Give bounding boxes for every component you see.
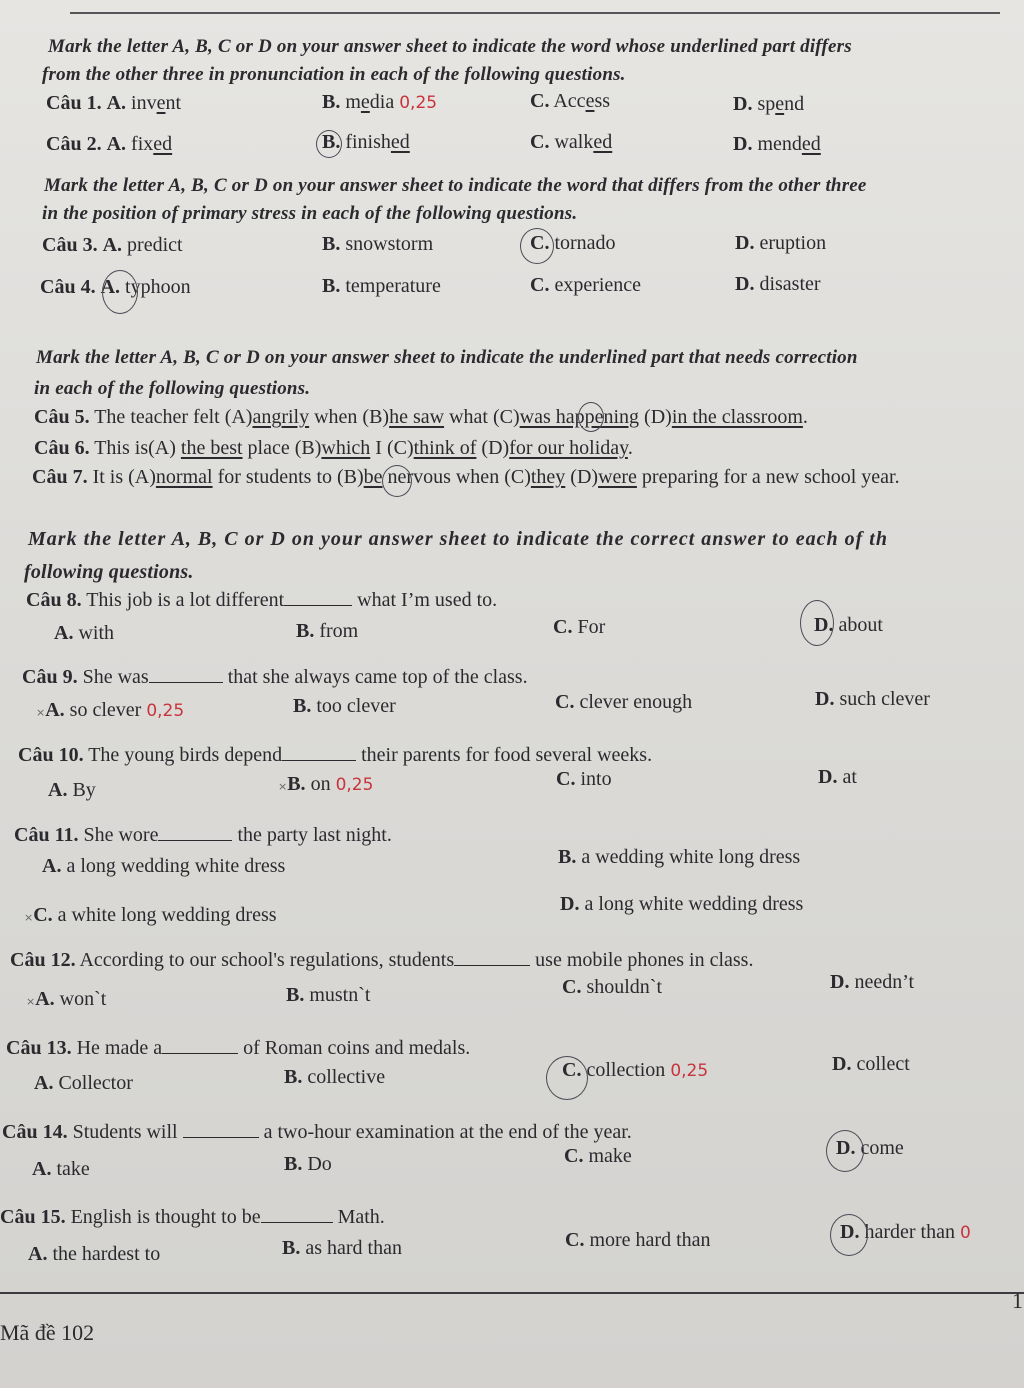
answer-circle <box>800 600 834 646</box>
question-13-option-c: C. collection 0,25 <box>562 1059 709 1081</box>
question-8-stem: Câu 8. This job is a lot different what I’m used to. <box>26 589 498 611</box>
question-12-stem: Câu 12. According to our school's regulations, students use mobile phones in class. <box>10 949 754 971</box>
question-4-option-c: C. experience <box>530 274 642 296</box>
question-2-option-b: B. finished <box>322 131 410 153</box>
question-15-option-d: D. harder than 0 <box>840 1221 971 1243</box>
answer-circle <box>546 1056 588 1100</box>
question-15-stem: Câu 15. English is thought to be Math. <box>0 1206 385 1228</box>
question-8-option-c: C. For <box>553 616 606 638</box>
bottom-rule <box>0 1292 1024 1294</box>
answer-blank <box>261 1208 333 1223</box>
question-1-option-d: D. spend <box>733 93 805 115</box>
question-13-option-a: A. Collector <box>34 1072 133 1094</box>
question-11-stem: Câu 11. She wore the party last night. <box>14 824 392 846</box>
question-1-label: Câu 1. A. invent <box>46 92 182 114</box>
exam-code: Mã đề 102 <box>0 1320 95 1345</box>
question-13-option-d: D. collect <box>832 1053 910 1075</box>
question-10-stem: Câu 10. The young birds depend their parents for food several weeks. <box>18 744 653 766</box>
question-14-option-a: A. take <box>32 1158 90 1180</box>
question-10-option-b: ×B. on 0,25 <box>278 773 374 795</box>
question-15-option-b: B. as hard than <box>282 1237 402 1259</box>
answer-circle <box>316 130 342 158</box>
question-14-option-b: B. Do <box>284 1153 332 1175</box>
section3-instruction-line1: Mark the letter A, B, C or D on your answer sheet to indicate the underlined part that needs correction <box>36 347 858 368</box>
answer-circle <box>578 402 604 432</box>
question-13-option-b: B. collective <box>284 1066 386 1088</box>
question-8-option-b: B. from <box>296 620 359 642</box>
question-9-stem: Câu 9. She was that she always came top of the class. <box>22 666 528 688</box>
grade-mark: 0,25 <box>670 1061 709 1081</box>
top-rule <box>70 12 1000 14</box>
page-number: 1 <box>1012 1288 1023 1313</box>
question-12-option-a: ×A. won`t <box>26 988 107 1010</box>
question-6: Câu 6. This is(A) the best place (B)which I (C)think of (D)for our holiday. <box>34 437 633 459</box>
question-10-option-d: D. at <box>818 766 857 788</box>
question-15-option-a: A. the hardest to <box>28 1243 161 1265</box>
section4-instruction-line2: following questions. <box>24 561 194 583</box>
answer-circle <box>102 270 138 314</box>
question-2-label: Câu 2. A. fixed <box>46 133 173 155</box>
answer-blank <box>183 1123 259 1138</box>
question-11-option-a: A. a long wedding white dress <box>42 855 286 877</box>
section3-instruction-line2: in each of the following questions. <box>34 378 311 399</box>
answer-circle <box>826 1130 864 1172</box>
question-3-option-d: D. eruption <box>735 232 827 254</box>
question-12-option-d: D. needn’t <box>830 971 915 993</box>
question-12-option-c: C. shouldn`t <box>562 976 663 998</box>
question-4-option-d: D. disaster <box>735 273 821 295</box>
section2-instruction-line1: Mark the letter A, B, C or D on your answer sheet to indicate the word that differs from the other three <box>44 175 867 196</box>
question-9-option-c: C. clever enough <box>555 691 693 713</box>
section2-instruction-line2: in the position of primary stress in each of the following questions. <box>42 203 578 224</box>
question-14-option-d: D. come <box>836 1137 904 1159</box>
section4-instruction-line1: Mark the letter A, B, C or D on your answer sheet to indicate the correct answer to each of th <box>28 528 888 550</box>
answer-circle <box>830 1214 868 1256</box>
question-14-stem: Câu 14. Students will a two-hour examination at the end of the year. <box>2 1121 632 1143</box>
answer-blank <box>149 668 223 683</box>
question-1-option-c: C. Access <box>530 90 611 112</box>
question-7: Câu 7. It is (A)normal for students to (B)be nervous when (C)they (D)were preparing for a new school year. <box>32 466 900 488</box>
question-9-option-d: D. such clever <box>815 688 930 710</box>
section1-instruction-line2: from the other three in pronunciation in each of the following questions. <box>42 64 626 85</box>
question-4-option-b: B. temperature <box>322 275 441 297</box>
question-8-option-d: D. about <box>814 614 883 636</box>
question-9-option-b: B. too clever <box>293 695 396 717</box>
answer-circle <box>382 465 412 497</box>
question-10-option-a: A. By <box>48 779 96 801</box>
question-9-option-a: ×A. so clever 0,25 <box>36 699 185 721</box>
question-1-option-b: B. media 0,25 <box>322 91 438 113</box>
answer-blank <box>282 746 356 761</box>
grade-mark: 0,25 <box>335 775 374 795</box>
question-3-label: Câu 3. A. predict <box>42 234 183 256</box>
answer-blank <box>284 591 352 606</box>
grade-mark: 0 <box>959 1223 971 1243</box>
question-11-option-b: B. a wedding white long dress <box>558 846 801 868</box>
question-11-option-c: ×C. a white long wedding dress <box>24 904 277 926</box>
answer-blank <box>158 826 232 841</box>
question-10-option-c: C. into <box>556 768 612 790</box>
question-3-option-b: B. snowstorm <box>322 233 434 255</box>
question-5: Câu 5. The teacher felt (A)angrily when (B)he saw what (C)was happening (D)in the classroom. <box>34 406 808 428</box>
section1-instruction-line1: Mark the letter A, B, C or D on your answer sheet to indicate the word whose underlined part differs <box>48 36 852 57</box>
question-3-option-c: C. tornado <box>530 232 616 254</box>
answer-blank <box>162 1039 238 1054</box>
question-2-option-d: D. mended <box>733 133 821 155</box>
question-11-option-d: D. a long white wedding dress <box>560 893 804 915</box>
grade-mark: 0,25 <box>399 93 438 113</box>
question-8-option-a: A. with <box>54 622 115 644</box>
answer-blank <box>454 951 530 966</box>
question-13-stem: Câu 13. He made a of Roman coins and medals. <box>6 1037 471 1059</box>
question-15-option-c: C. more hard than <box>565 1229 711 1251</box>
question-2-option-c: C. walked <box>530 131 613 153</box>
question-4-label: Câu 4. A. typhoon <box>40 276 191 298</box>
question-12-option-b: B. mustn`t <box>286 984 371 1006</box>
question-14-option-c: C. make <box>564 1145 632 1167</box>
grade-mark: 0,25 <box>146 701 185 721</box>
answer-circle <box>520 228 554 264</box>
